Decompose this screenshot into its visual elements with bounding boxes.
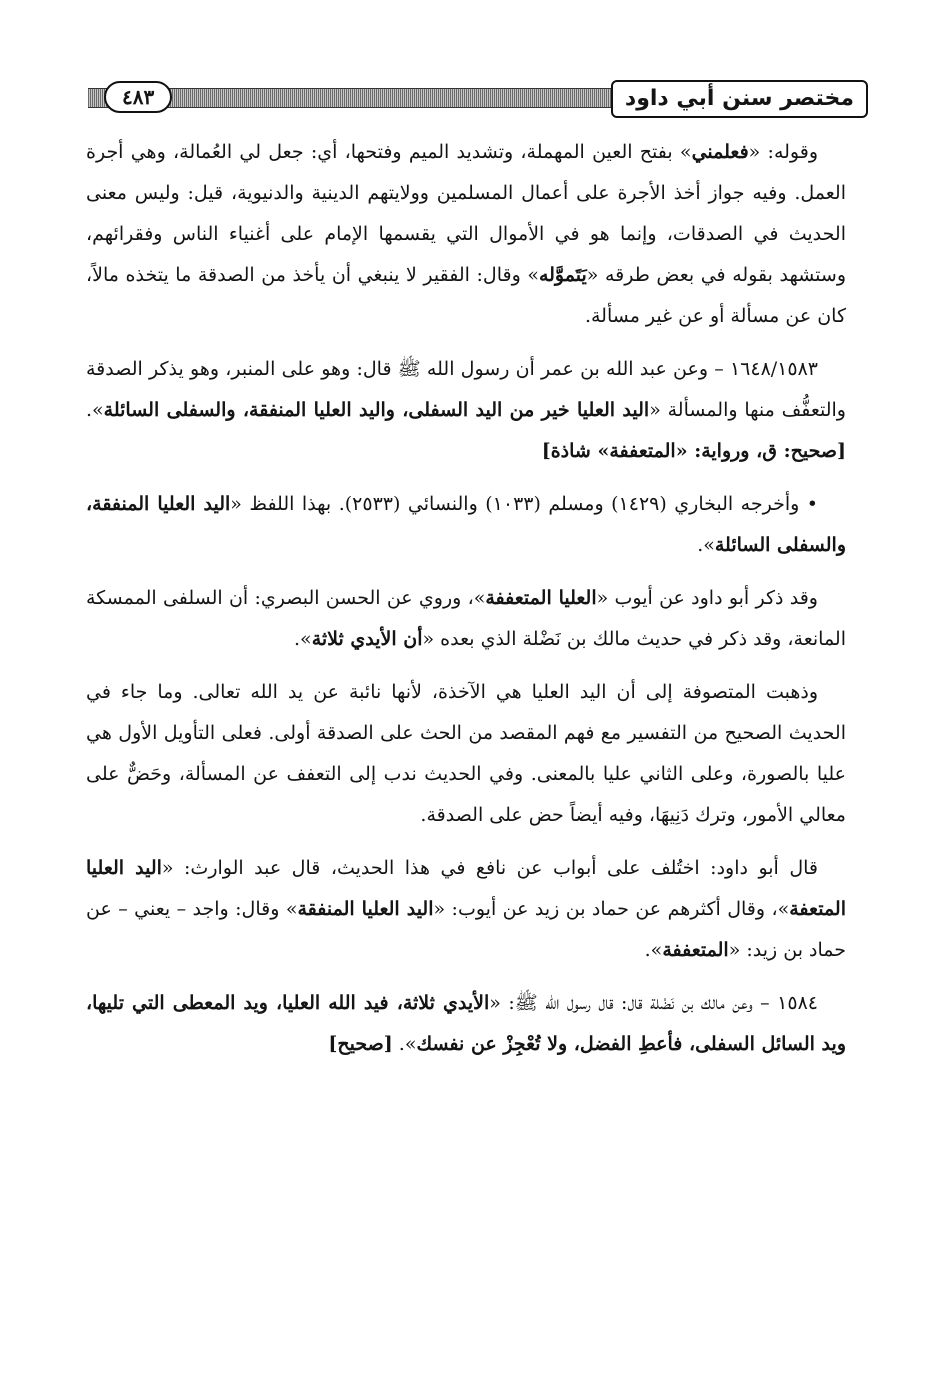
paragraph: [86, 983, 846, 1065]
text-segment: »، وقال أكثرهم عن حماد بن زيد عن أيوب: «: [433, 898, 790, 920]
paragraph: [86, 672, 846, 836]
text-segment: ١٥٨٤ – وعن مالك بن نَضْلة قال: قال رسول الله ﷺ: «: [489, 992, 818, 1014]
bold-text-segment: اليد العليا المنفقة: [297, 898, 434, 920]
bold-text-segment: يَتَموَّله: [538, 264, 587, 286]
paragraph: [86, 484, 846, 566]
bold-text-segment: المتعففة: [662, 939, 729, 961]
text-segment: ».: [86, 399, 104, 421]
bold-text-segment: أن الأيدي ثلاثة: [311, 628, 423, 650]
text-segment: ».: [392, 1033, 417, 1055]
paragraph: [86, 349, 846, 472]
text-segment: وقوله: «: [748, 141, 818, 163]
bold-text-segment: [صحيح]: [328, 1033, 393, 1055]
paragraph: [86, 578, 846, 660]
bold-text-segment: العليا المتعففة: [485, 587, 597, 609]
bold-text-segment: الأيدي ثلاثة، فيد الله العليا، ويد المعطى التي تليها، ويد السائل السفلى، فأعطِ الفضل، ولا تُعْجِزْ عن نفسك: [86, 992, 846, 1055]
paragraph: [86, 132, 846, 337]
bold-text-segment: اليد العليا المنفقة، والسفلى السائلة: [86, 493, 846, 556]
text-segment: وقد ذكر أبو داود عن أيوب «: [596, 587, 818, 609]
page-header: [88, 80, 868, 122]
bold-text-segment: اليد العليا المتعفة: [86, 857, 846, 920]
bold-text-segment: فعلمني: [691, 141, 749, 163]
text-segment: ».: [294, 628, 312, 650]
text-segment: وذهبت المتصوفة إلى أن اليد العليا هي الآخذة، لأنها نائبة عن يد الله تعالى. وما جاء في الحديث الصحيح من التفسير مع فهم المقصد من الحث على الصدقة أولى. فعلى التأويل الأول هي عليا بالصورة، وعلى الثاني عليا بالمعنى. وفي الحديث ندب إلى التعفف عن المسألة، وحَضٌّ على معالي الأمور، وترك دَنِيهَا، وفيه أيضاً حض على الصدقة.: [86, 681, 846, 826]
page-body: [86, 132, 846, 1065]
text-segment: • وأخرجه البخاري (١٤٢٩) ومسلم (١٠٣٣) والنسائي (٢٥٣٣). بهذا اللفظ «: [230, 493, 818, 515]
text-segment: ».: [644, 939, 663, 961]
text-segment: ١٦٤٨/١٥٨٣ – وعن عبد الله بن عمر أن رسول الله ﷺ قال: وهو على المنبر، وهو يذكر الصدقة والتعفُّف منها والمسألة «: [86, 358, 846, 421]
text-segment: » وقال: واجد – يعني – عن حماد بن زيد: «: [86, 898, 846, 961]
page-number: ٤٨٣: [104, 81, 172, 113]
text-segment: » وقال: الفقير لا ينبغي أن يأخذ من الصدقة ما يتخذه مالاً، كان عن مسألة أو عن غير مسألة.: [86, 264, 846, 327]
text-segment: قال أبو داود: اختُلف على أبواب عن نافع في هذا الحديث، قال عبد الوارث: «: [161, 857, 819, 879]
paragraph: [86, 848, 846, 971]
bold-text-segment: [صحيح: ق، ورواية: «المتعففة» شاذة]: [541, 440, 846, 462]
text-segment: ».: [697, 534, 715, 556]
bold-text-segment: اليد العليا خير من اليد السفلى، واليد العليا المنفقة، والسفلى السائلة: [103, 399, 650, 421]
text-segment: »، وروي عن الحسن البصري: أن السلفى الممسكة المانعة، وقد ذكر في حديث مالك بن نَضْلة الذي بعده «: [86, 587, 846, 650]
book-title: مختصر سنن أبي داود: [611, 80, 868, 118]
text-segment: » بفتح العين المهملة، وتشديد الميم وفتحها، أي: جعل لي العُمالة، وهي أجرة العمل. وفيه جواز أخذ الأجرة على أعمال المسلمين وولايتهم الدينية والدنيوية، قيل: وليس معنى الحديث في الصدقات، وإنما هو في الأموال التي يقسمها الإمام على أغنياء الناس وفقرائهم، وستشهد بقوله في بعض طرقه «: [86, 141, 847, 286]
